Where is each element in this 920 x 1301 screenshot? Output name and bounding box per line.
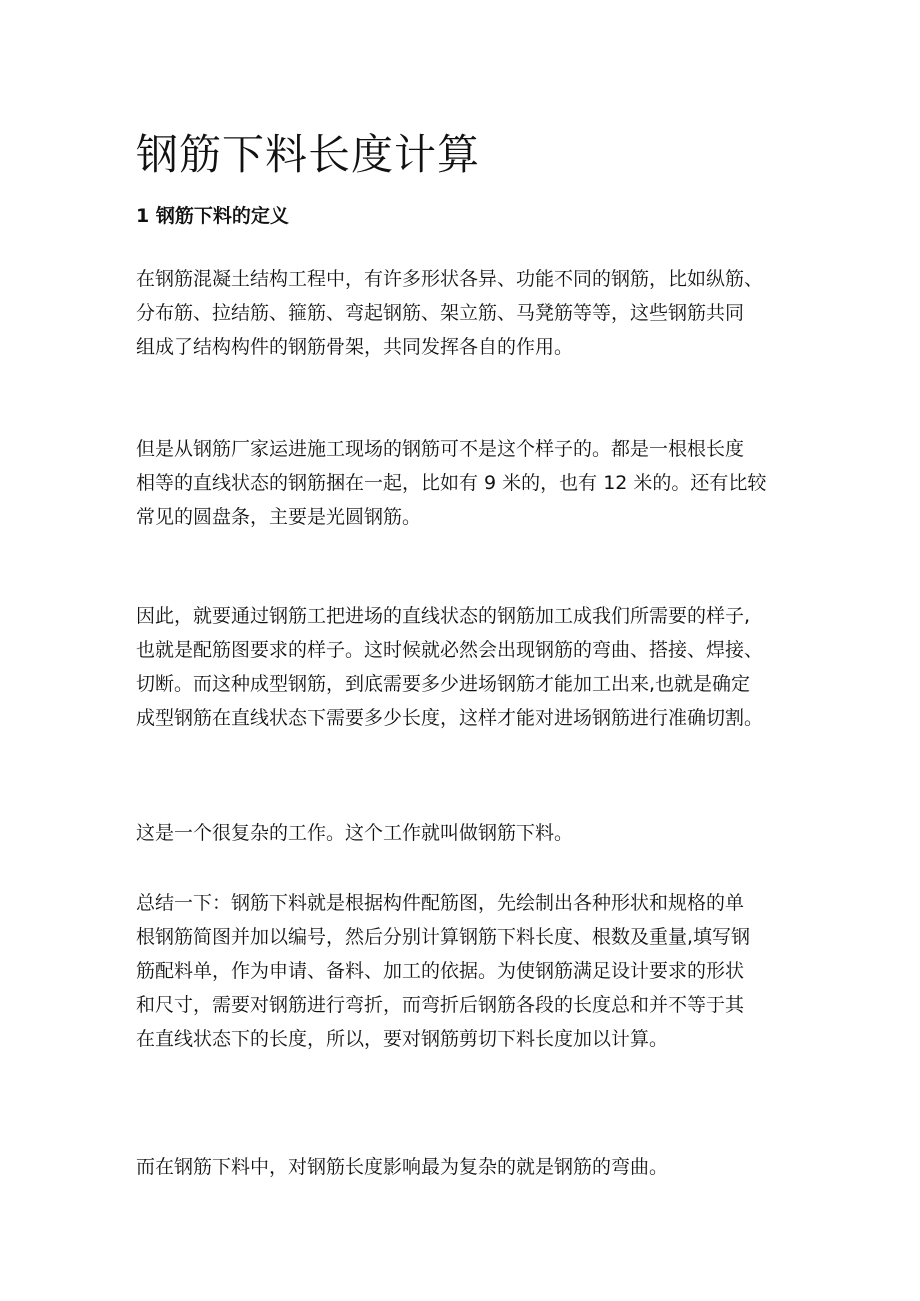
paragraph-line: 组成了结构构件的钢筋骨架，共同发挥各自的作用。 [136,336,574,358]
paragraph-2 [136,432,796,534]
paragraph-line: 因此，就要通过钢筋工把进场的直线状态的钢筋加工成我们所需要的样子, [136,605,751,627]
paragraph-line: 常见的圆盘条，主要是光圆钢筋。 [136,506,422,528]
paragraph-line: 和尺寸，需要对钢筋进行弯折，而弯折后钢筋各段的长度总和并不等于其 [136,994,745,1016]
paragraph-line: 相等的直线状态的钢筋捆在一起，比如有 9 米的，也有 12 米的。还有比较 [136,472,767,494]
paragraph-line: 在钢筋混凝土结构工程中，有许多形状各异、功能不同的钢筋，比如纵筋、 [136,268,764,290]
paragraph-3 [136,599,796,735]
paragraph-4 [136,816,796,850]
paragraph-line: 根钢筋简图并加以编号，然后分别计算钢筋下料长度、根数及重量,填写钢 [136,926,751,948]
paragraph-1 [136,262,796,364]
paragraph-line: 也就是配筋图要求的样子。这时候就必然会出现钢筋的弯曲、搭接、焊接、 [136,639,764,661]
paragraph-6 [136,1150,796,1184]
document-title: 钢筋下料长度计算 [136,130,481,179]
paragraph-line: 分布筋、拉结筋、箍筋、弯起钢筋、架立筋、马凳筋等等，这些钢筋共同 [136,302,745,324]
paragraph-line: 而在钢筋下料中，对钢筋长度影响最为复杂的就是钢筋的弯曲。 [136,1156,669,1178]
paragraph-line: 筋配料单，作为申请、备料、加工的依据。为使钢筋满足设计要求的形状 [136,960,745,982]
paragraph-5 [136,886,796,1056]
paragraph-line: 总结一下：钢筋下料就是根据构件配筋图，先绘制出各种形状和规格的单 [136,892,745,914]
section-heading: 1 钢筋下料的定义 [136,205,289,227]
paragraph-line: 切断。而这种成型钢筋，到底需要多少进场钢筋才能加工出来,也就是确定 [136,673,751,695]
paragraph-line: 但是从钢筋厂家运进施工现场的钢筋可不是这个样子的。都是一根根长度 [136,438,745,460]
paragraph-line: 在直线状态下的长度，所以，要对钢筋剪切下料长度加以计算。 [136,1028,669,1050]
paragraph-line: 这是一个很复杂的工作。这个工作就叫做钢筋下料。 [136,822,574,844]
paragraph-line: 成型钢筋在直线状态下需要多少长度，这样才能对进场钢筋进行准确切割。 [136,707,764,729]
